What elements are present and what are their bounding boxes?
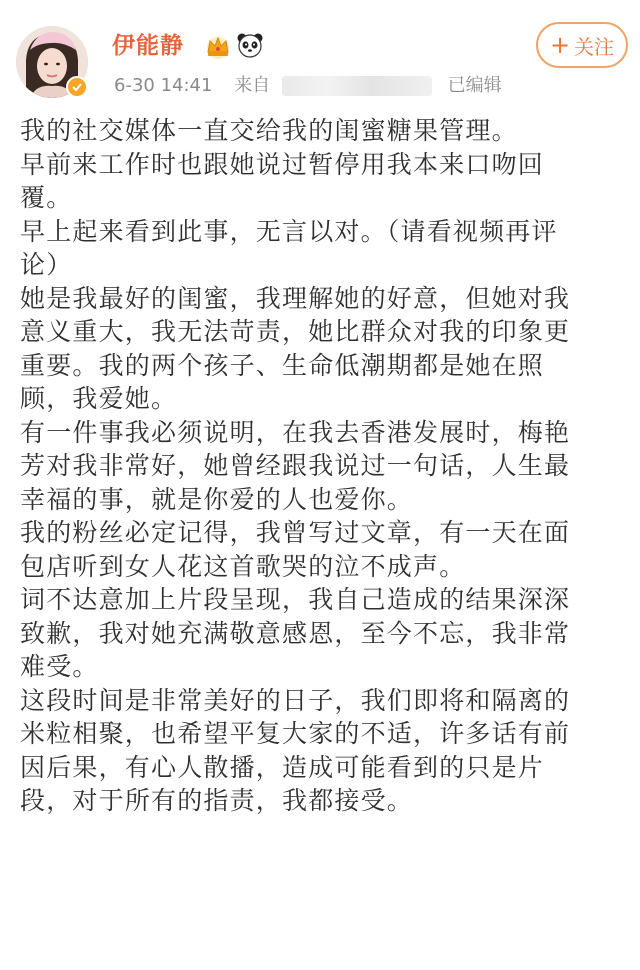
post-meta <box>114 75 502 97</box>
post-paragraph: 有一件事我必须说明，在我去香港发展时，梅艳 芳对我非常好，她曾经跟我说过一句话，人生最 幸福的事，就是你爱的人也爱你。 <box>20 417 571 514</box>
crown-icon <box>204 33 232 59</box>
post-paragraph: 早上起来看到此事，无言以对。（请看视频再评 论） <box>20 216 558 279</box>
follow-button-label: 关注 <box>574 34 615 59</box>
source-label: 来自 <box>234 75 271 96</box>
panda-icon <box>236 31 264 59</box>
post-paragraph: 这段时间是非常美好的日子，我们即将和隔离的 米粒相聚，也希望平复大家的不适，许多话有前 因后果，有心人散播，造成可能看到的只是片 段，对于所有的指责，我都接受。 <box>20 685 571 815</box>
post-timestamp: 6-30 14:41 <box>114 75 213 96</box>
source-redacted <box>282 76 432 96</box>
edited-label[interactable]: 已编辑 <box>447 75 502 96</box>
post-paragraph: 词不达意加上片段呈现，我自己造成的结果深深 致歉，我对她充满敬意感恩，至今不忘，我非常 难受。 <box>20 585 571 681</box>
author-name[interactable]: 伊能静 <box>112 33 184 59</box>
post-content <box>20 114 630 818</box>
verified-badge-icon <box>66 76 88 98</box>
post-paragraph: 我的社交媒体一直交给我的闺蜜糖果管理。 <box>20 116 518 145</box>
plus-icon: + <box>549 31 571 59</box>
post-paragraph: 我的粉丝必定记得，我曾写过文章，有一天在面 包店听到女人花这首歌哭的泣不成声。 <box>20 518 571 581</box>
post-paragraph: 她是我最好的闺蜜，我理解她的好意，但她对我 意义重大，我无法苛责，她比群众对我的印象更 重要。我的两个孩子、生命低潮期都是她在照 顾，我爱她。 <box>20 283 571 413</box>
post-header <box>0 0 640 112</box>
follow-button[interactable] <box>536 22 628 68</box>
post-paragraph: 早前来工作时也跟她说过暂停用我本来口吻回 覆。 <box>20 149 545 212</box>
